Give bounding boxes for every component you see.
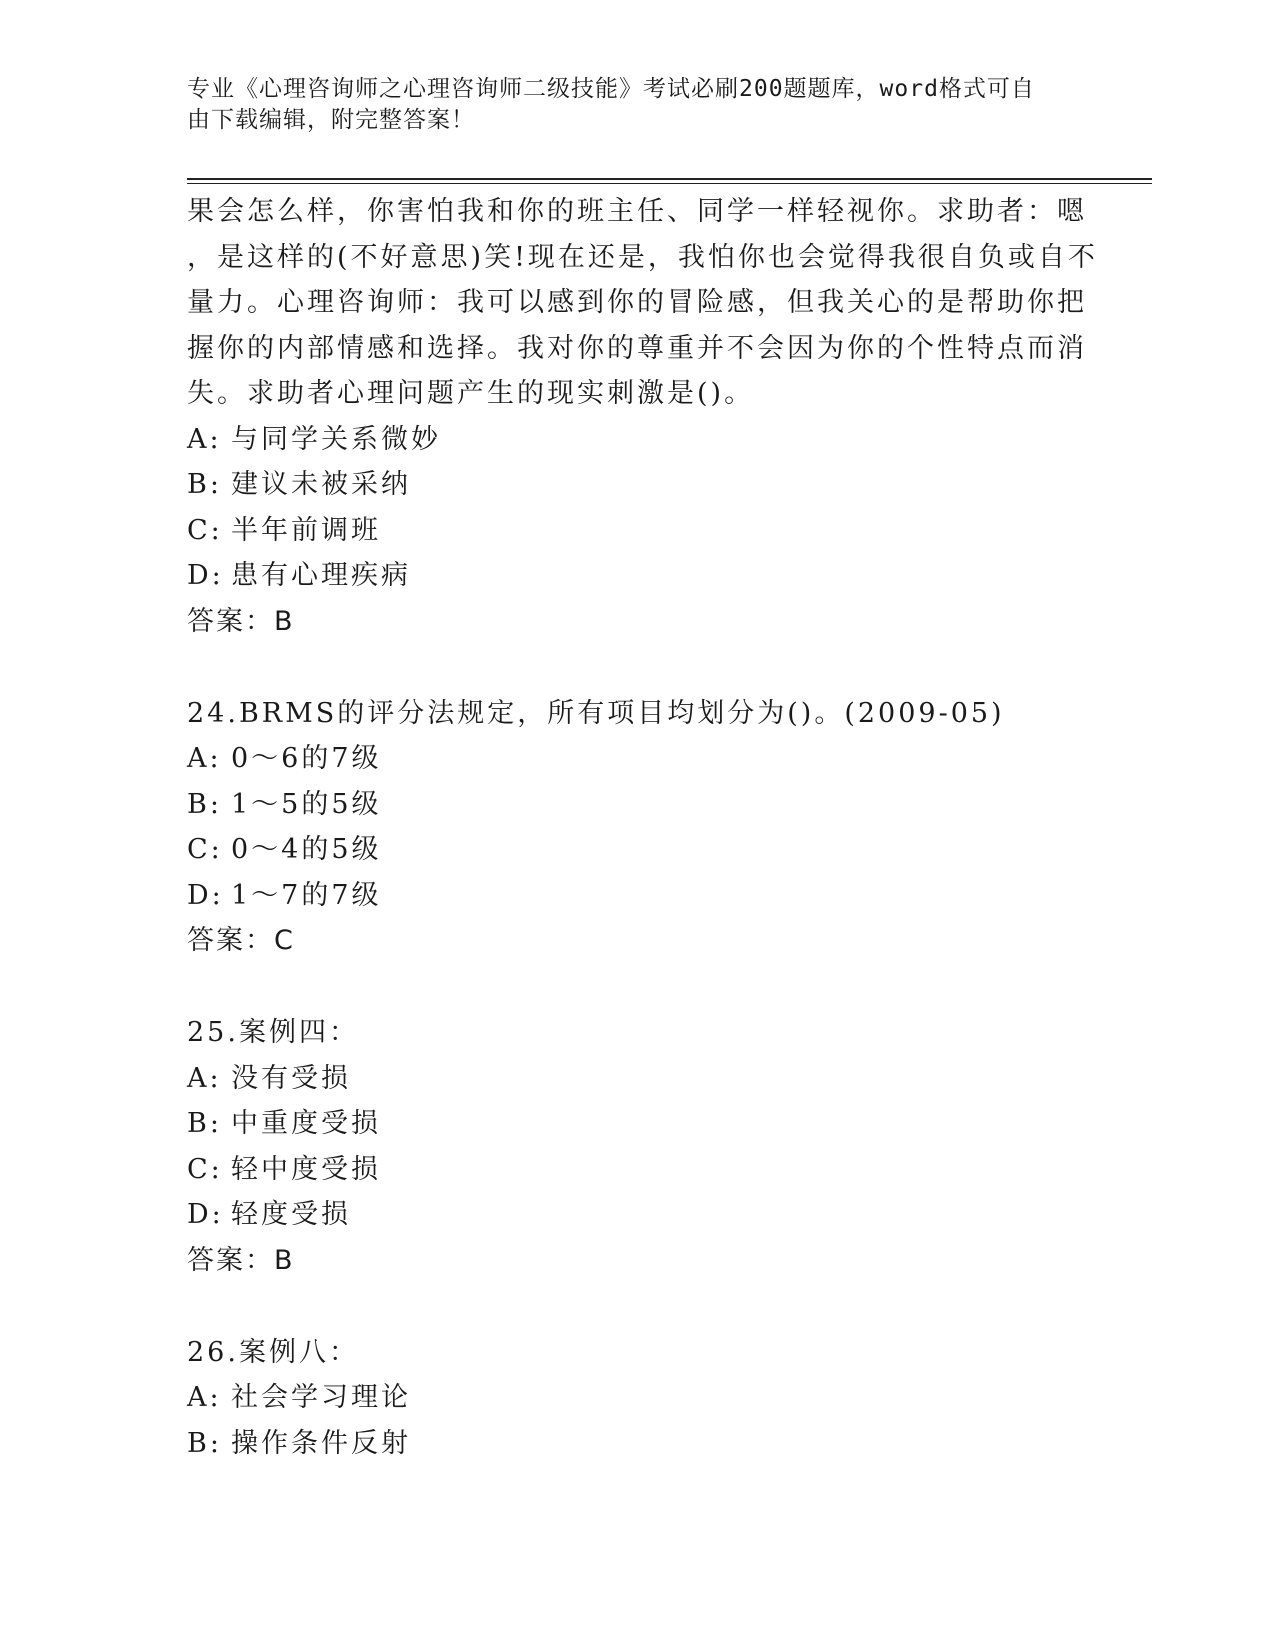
stem-line: 握你的内部情感和选择。我对你的尊重并不会因为你的个性特点而消 <box>187 332 1087 364</box>
option-key: A: <box>187 743 222 774</box>
option-text: 0～6的7级 <box>231 743 382 774</box>
option-key: D: <box>187 1199 224 1230</box>
option-text: 建议未被采纳 <box>231 469 411 500</box>
question-spacer <box>187 645 1087 691</box>
option-key: C: <box>187 834 223 865</box>
option-d <box>187 553 1087 599</box>
stem-line: ，是这样的(不好意思)笑!现在还是，我怕你也会觉得我很自负或自不 <box>187 241 1098 273</box>
option-key: C: <box>187 514 223 546</box>
question-stem: 24.BRMS的评分法规定，所有项目均划分为()。(2009-05) <box>187 697 1005 729</box>
option-key: B: <box>187 1108 222 1139</box>
option-c <box>187 508 1087 554</box>
option-b <box>187 1421 1087 1467</box>
option-a <box>187 417 1087 463</box>
option-text: 1～5的5级 <box>231 788 382 820</box>
option-text: 轻中度受损 <box>231 1153 381 1185</box>
option-b <box>187 1101 1087 1147</box>
option-key: A: <box>187 1062 222 1094</box>
answer-line: 答案：B <box>187 1244 295 1276</box>
option-a <box>187 1056 1087 1102</box>
option-c <box>187 827 1087 873</box>
option-d <box>187 873 1087 919</box>
option-key: B: <box>187 1427 222 1459</box>
question-spacer <box>187 1284 1087 1330</box>
option-key: A: <box>187 1382 222 1413</box>
option-c <box>187 1147 1087 1193</box>
option-key: D: <box>187 879 224 911</box>
option-key: C: <box>187 1153 223 1185</box>
option-text: 半年前调班 <box>231 514 381 546</box>
question-25 <box>187 1010 1087 1284</box>
question-continuation <box>187 189 1098 645</box>
option-a <box>187 736 1087 782</box>
answer-line: 答案：B <box>187 605 295 637</box>
option-text: 0～4的5级 <box>231 834 382 865</box>
answer-line: 答案：C <box>187 925 295 956</box>
stem-line: 量力。心理咨询师：我可以感到你的冒险感，但我关心的是帮助你把 <box>187 287 1087 318</box>
option-d <box>187 1192 1087 1238</box>
option-a <box>187 1375 1087 1421</box>
option-text: 1～7的7级 <box>231 879 382 911</box>
option-key: D: <box>187 560 224 591</box>
question-spacer <box>187 964 1087 1010</box>
option-text: 操作条件反射 <box>231 1427 411 1459</box>
option-b <box>187 782 1087 828</box>
question-24 <box>187 691 1087 965</box>
option-text: 社会学习理论 <box>231 1382 411 1413</box>
header-line-1: 专业《心理咨询师之心理咨询师二级技能》考试必刷200题题库，word格式可自 <box>187 76 1035 102</box>
option-text: 与同学关系微妙 <box>231 423 441 455</box>
header-divider-thick <box>187 178 1152 180</box>
question-26 <box>187 1330 1087 1467</box>
option-text: 轻度受损 <box>231 1199 351 1230</box>
option-text: 中重度受损 <box>231 1108 381 1139</box>
option-key: B: <box>187 469 222 500</box>
stem-line: 失。求助者心理问题产生的现实刺激是()。 <box>187 378 755 409</box>
option-text: 没有受损 <box>231 1062 351 1094</box>
header-divider-thin <box>187 183 1152 184</box>
question-stem: 26.案例八： <box>187 1336 359 1368</box>
option-key: B: <box>187 788 222 820</box>
option-b <box>187 462 1087 508</box>
document-header <box>187 74 1067 136</box>
document-body <box>187 189 1098 1466</box>
question-stem: 25.案例四： <box>187 1017 359 1048</box>
header-line-2: 由下载编辑，附完整答案！ <box>187 107 475 133</box>
stem-line: 果会怎么样，你害怕我和你的班主任、同学一样轻视你。求助者：嗯 <box>187 196 1087 227</box>
option-text: 患有心理疾病 <box>231 560 411 591</box>
option-key: A: <box>187 423 222 455</box>
